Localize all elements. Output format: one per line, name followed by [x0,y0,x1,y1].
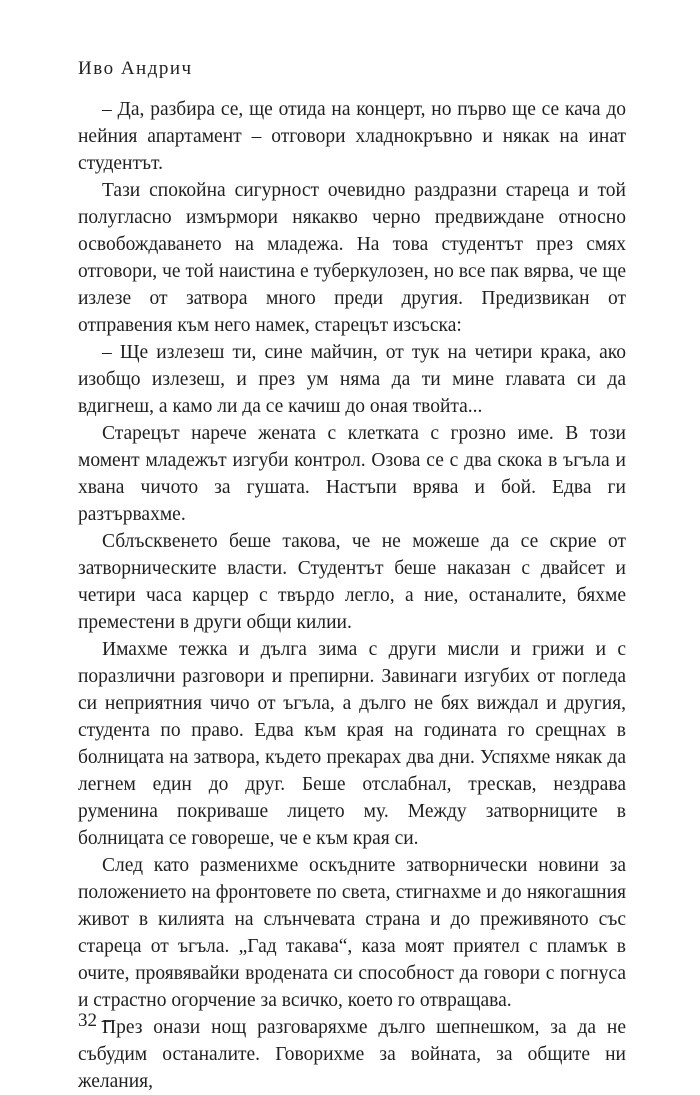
paragraph: – Да, разбира се, ще отида на концерт, но първо ще се кача до нейния апартамент – отговори хладнокръвно и някак на инат студентът. [78,99,626,174]
paragraph: Тази спокойна сигурност очевидно раздразни стареца и той полугласно измърмори някакво черно предвиждане относно освобождаването на младежа. На това студентът през смях отговори, че той наистина е туберкулозен, но все пак вярва, че ще излезе от затвора много преди другия. Предизвикан от отправения към него намек, старецът изсъска: [78,180,626,336]
paragraph: – Ще излезеш ти, сине майчин, от тук на четири крака, ако изобщо излезеш, и през ум няма да ти мине главата си да вдигнеш, а камо ли да се качиш до оная твойта... [78,342,626,417]
running-head-author: Иво Андрич [78,58,193,79]
body-text [78,96,626,1095]
paragraph: Сблъсквeнето беше такова, че не можеше да се скрие от затворническите власти. Студентът беше наказан с двайсет и четири часа карцер с твърдо легло, а ние, останалите, бяхме преместени в други общи килии. [78,531,626,633]
paragraph: След като разменихме оскъдните затворнически новини за положението на фронтовете по света, стигнахме и до някогашния живот в килията на слънчевата страна и до преживяното със стареца от ъгъла. „Гад такава“, каза моят приятел с пламък в очите, проявявайки вродената си способност да говори с погнуса и страстно огорчение за всичко, което го отвращава. [78,855,626,1011]
paragraph: Старецът нарече жената с клетката с грозно име. В този момент младежът изгуби контрол. Озова се с два скока в ъгъла и хвана чичото за гушата. Настъпи врява и бой. Едва ги разтървахме. [78,423,626,525]
paragraph: През онази нощ разговаряхме дълго шепнешком, за да не събудим останалите. Говорихме за войната, за общите ни желания, [78,1017,626,1092]
paragraph: Имахме тежка и дълга зима с други мисли и грижи и с поразлични разговори и препирни. Завинаги изгубих от погледа си неприятния чичо от ъгъла, а дълго не бях виждал и другия, студента по право. Едва към края на годината го срещнах в болницата на затвора, където прекарах два дни. Успяхме някак да легнем един до друг. Беше отслабнал, трескав, нездрава руменина покриваше лицето му. Между затворниците в болницата се говореше, че е към края си. [78,639,626,849]
page-number: 32 – [78,1010,112,1031]
